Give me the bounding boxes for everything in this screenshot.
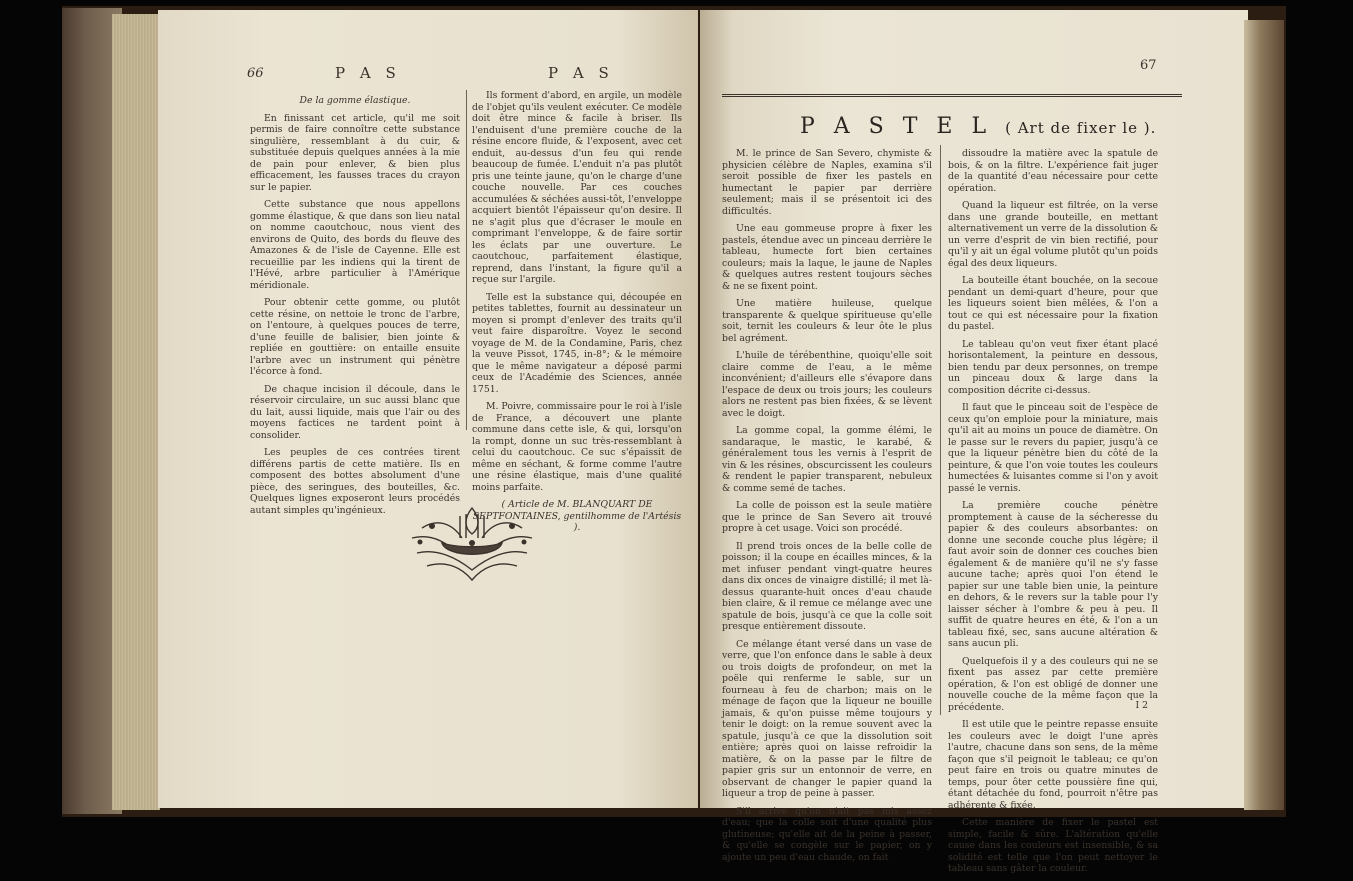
paragraph: La première couche pénètre promptement à cause de la sécheresse du papier & des couleurs absorbantes: on donne une seconde couche plus légère; il faut avoir soin de donner ces couches bien également & de manière qu'il ne s'y fasse aucune tache; après quoi l'on étend le papier sur une table bien unie, la peinture en dehors, & le revers sur la table pour l'y laisser sécher à l'ombre & peu à peu. Il suffit de quatre heures en été, & l'on a un tableau fixé, sec, sans aucune altération & sans aucun pli. — [948, 500, 1158, 649]
section-title: De la gomme élastique. — [299, 95, 411, 106]
paragraph: Il faut que le pinceau soit de l'espèce de ceux qu'on emploie pour la miniature, mais qu'il ait au moins un pouce de diamètre. On le passe sur le revers du papier, jusqu'à ce que la liqueur pénètre bien du côté de la peinture, & que l'on voie toutes les couleurs humectées & luisantes comme si l'on y avoit passé le vernis. — [948, 402, 1158, 494]
signature-mark: I 2 — [1135, 700, 1148, 711]
title-main: P A S T E L — [800, 114, 993, 139]
paragraph: dissoudre la matière avec la spatule de bois, & on la filtre. L'expérience fait juger de la quantité d'eau nécessaire pour cette opération. — [948, 148, 1158, 194]
article-attribution: ( Article de M. BLANQUART DE SEPTFONTAINES, gentilhomme de l'Artésis ). — [472, 499, 682, 533]
paragraph: De chaque incision il découle, dans le réservoir circulaire, un suc aussi blanc que du lait, aussi liquide, mais que l'air ou des moyens factices ne tardent point à consolider. — [250, 383, 460, 441]
paragraph: Pour obtenir cette gomme, ou plutôt cette résine, on nettoie le tronc de l'arbre, on l'entoure, à quelques pouces de terre, d'une feuille de balisier, bien jointe & repliée en gouttière: on entaille ensuite l'arbre avec un instrument qui pénètre l'écorce à fond. — [250, 297, 460, 377]
paragraph: Une eau gommeuse propre à fixer les pastels, étendue avec un pinceau derrière le tableau, humecte fort bien certaines couleurs; mais la laque, le jaune de Naples & quelques autres restent toujours sèches & ne se fixent point. — [722, 223, 932, 292]
paragraph: M. le prince de San Severo, chymiste & physicien célèbre de Naples, examina s'il seroit possible de fixer les pastels en humectant le papier par derrière seulement; mais il se présentoit ici des difficultés. — [722, 148, 932, 217]
article-title — [800, 114, 1156, 139]
paragraph: En finissant cet article, qu'il me soit permis de faire connoître cette substance singulière, ressemblant à du cuir, & substituée depuis quelques années à la mie de pain pour enlever, & bien plus efficacement, les fausses traces du crayon sur le papier. — [250, 112, 460, 193]
right-page-number: 67 — [1140, 58, 1157, 73]
paragraph: Quand la liqueur est filtrée, on la verse dans une grande bouteille, en mettant alternativement un verre de la dissolution & un verre d'esprit de vin bien rectifié, pour qu'il y ait un égal volume plutôt qu'un poids égal des deux liqueurs. — [948, 200, 1158, 269]
left-page-column-1 — [250, 95, 460, 522]
paragraph: Il est utile que le peintre repasse ensuite les couleurs avec le doigt l'une après l'autre, chacune dans son sens, de la même façon que s'il peignoit le tableau; ce qu'on peut faire en trois ou quatre minutes de temps, pour ôter cette poussière fine qui, étant détachée du fond, pourroit n'être pas adhérente & fixée. — [948, 719, 1158, 811]
right-running-head: P A S — [548, 64, 614, 82]
paragraph: La gomme copal, la gomme élémi, le sandaraque, le mastic, le karabé, & généralement tous les vernis à l'esprit de vin & les résines, obscurcissent les couleurs & rendent le papier transparent, nebuleux & comme semé de taches. — [722, 425, 932, 494]
title-subtitle: ( Art de fixer le ). — [1005, 119, 1157, 137]
column-rule — [940, 145, 941, 715]
right-page-column-1 — [722, 148, 932, 869]
paragraph: Telle est la substance qui, découpée en petites tablettes, fournit au dessinateur un moyen si prompt d'enlever des traits qu'il veut faire disparoître. Voyez le second voyage de M. de la Condamine, Paris, chez la veuve Pissot, 1745, in-8°; & le mémoire que le même navigateur a déposé parmi ceux de l'Académie des Sciences, année 1751. — [472, 291, 682, 395]
paragraph: Cette substance que nous appellons gomme élastique, & que dans son lieu natal on nomme caoutchouc, nous vient des environs de Quito, des bords du fleuve des Amazones & de l'isle de Cayenne. Elle est recueillie par les indiens qui la tirent de l'Hévé, arbre particulier à l'Amérique méridionale. — [250, 199, 460, 291]
right-page-column-2 — [948, 148, 1158, 881]
left-page-column-2 — [472, 90, 682, 540]
paragraph: Quelquefois il y a des couleurs qui ne se fixent pas assez par cette première opération, & l'on est obligé de donner une nouvelle couche de la même façon que la précédente. — [948, 655, 1158, 713]
paragraph: M. Poivre, commissaire pour le roi à l'isle de France, a découvert une plante commune dans cette isle, & qui, lorsqu'on la rompt, donne un suc très-ressemblant à celui du caoutchouc. Ce suc s'épaissit de même en séchant, & forme comme l'autre une résine élastique, mais d'une qualité moins parfaite. — [472, 401, 682, 493]
paragraph: L'huile de térébenthine, quoiqu'elle soit claire comme de l'eau, a le même inconvénient; d'ailleurs elle s'évapore dans l'espace de deux ou trois jours; les couleurs alors ne restent pas bien fixées, & se lèvent avec le doigt. — [722, 350, 932, 419]
paragraph: Le tableau qu'on veut fixer étant placé horisontalement, la peinture en dessous, bien tendu par deux personnes, on trempe un pinceau doux & large dans la composition décrite ci-dessus. — [948, 338, 1158, 396]
paragraph: Les peuples de ces contrées tirent différens partis de cette matière. Ils en composent des bottes absolument d'une pièce, des seringues, des bouteilles, &c. Quelques lignes exposeront leurs procédés autant simples qu'ingénieux. — [250, 447, 460, 516]
paragraph: Cette manière de fixer le pastel est simple, facile & sûre. L'altération qu'elle cause dans les couleurs est insensible, & sa solidité est telle que l'on peut nettoyer le tableau sans gâter la couleur. — [948, 817, 1158, 874]
column-rule — [466, 90, 467, 430]
paragraph: Ce mélange étant versé dans un vase de verre, que l'on enfonce dans le sable à deux ou trois doigts de profondeur, on met la poële qui renferme le sable, sur un fourneau à feu de charbon; mais on le ménage de façon que la liqueur ne bouille jamais, & qu'on puisse même toujours y tenir le doigt: on la remue souvent avec la spatule, jusqu'à ce que la dissolution soit entière; après quoi on laisse refroidir la matière, & on la passe par le filtre de papier gris sur un entonnoir de verre, en observant de changer le papier quand la liqueur a trop de peine à passer. — [722, 638, 932, 799]
paragraph: La bouteille étant bouchée, on la secoue pendant un demi-quart d'heure, pour que les liqueurs soient bien mêlées, & l'on a tout ce qui est nécessaire pour la fixation du pastel. — [948, 275, 1158, 332]
left-running-head: P A S — [335, 64, 401, 82]
page-edges-right — [1244, 20, 1284, 810]
left-page-number: 66 — [247, 66, 264, 81]
paragraph: Ils forment d'abord, en argile, un modèle de l'objet qu'ils veulent exécuter. Ce modèle doit être mince & facile à briser. Ils l'enduisent d'une première couche de la résine encore fluide, & l'exposent, avec cet enduit, au-dessus d'un feu qui rende beaucoup de fumée. L'enduit n'a pas plutôt pris une teinte jaune, qu'on le charge d'une couche nouvelle. Par ces couches accumulées & séchées aussi-tôt, l'enveloppe acquiert bientôt l'épaisseur qu'on desire. Il ne s'agit plus que d'écraser le moule en comprimant l'enveloppe, & de faire sortir les éclats par une ouverture. Le caoutchouc, parfaitement élastique, reprend, dans l'instant, la figure qu'il a reçue sur l'argile. — [472, 90, 682, 285]
page-edges-left — [112, 14, 160, 810]
paragraph: La colle de poisson est la seule matière que le prince de San Severo ait trouvé propre à cet usage. Voici son procédé. — [722, 500, 932, 534]
paragraph: Une matière huileuse, quelque transparente & quelque spiritueuse qu'elle soit, ternit les couleurs & leur ôte le plus bel agrément. — [722, 298, 932, 344]
paragraph: S'il arrive qu'on n'ait pas mis assez d'eau; que la colle soit d'une qualité plus glutineuse; qu'elle ait de la peine à passer, & qu'elle se congèle sur le papier, on y ajoute un peu d'eau chaude, on fait — [722, 805, 932, 863]
header-rule — [722, 94, 1182, 97]
decorative-vignette-icon — [402, 498, 542, 588]
paragraph: Il prend trois onces de la belle colle de poisson; il la coupe en écailles minces, & la met infuser pendant vingt-quatre heures dans dix onces de vinaigre distillé; il met là-dessus quarante-huit onces d'eau chaude bien claire, & il remue ce mélange avec une spatule de bois, jusqu'à ce que la colle soit presque entièrement dissoute. — [722, 540, 932, 632]
